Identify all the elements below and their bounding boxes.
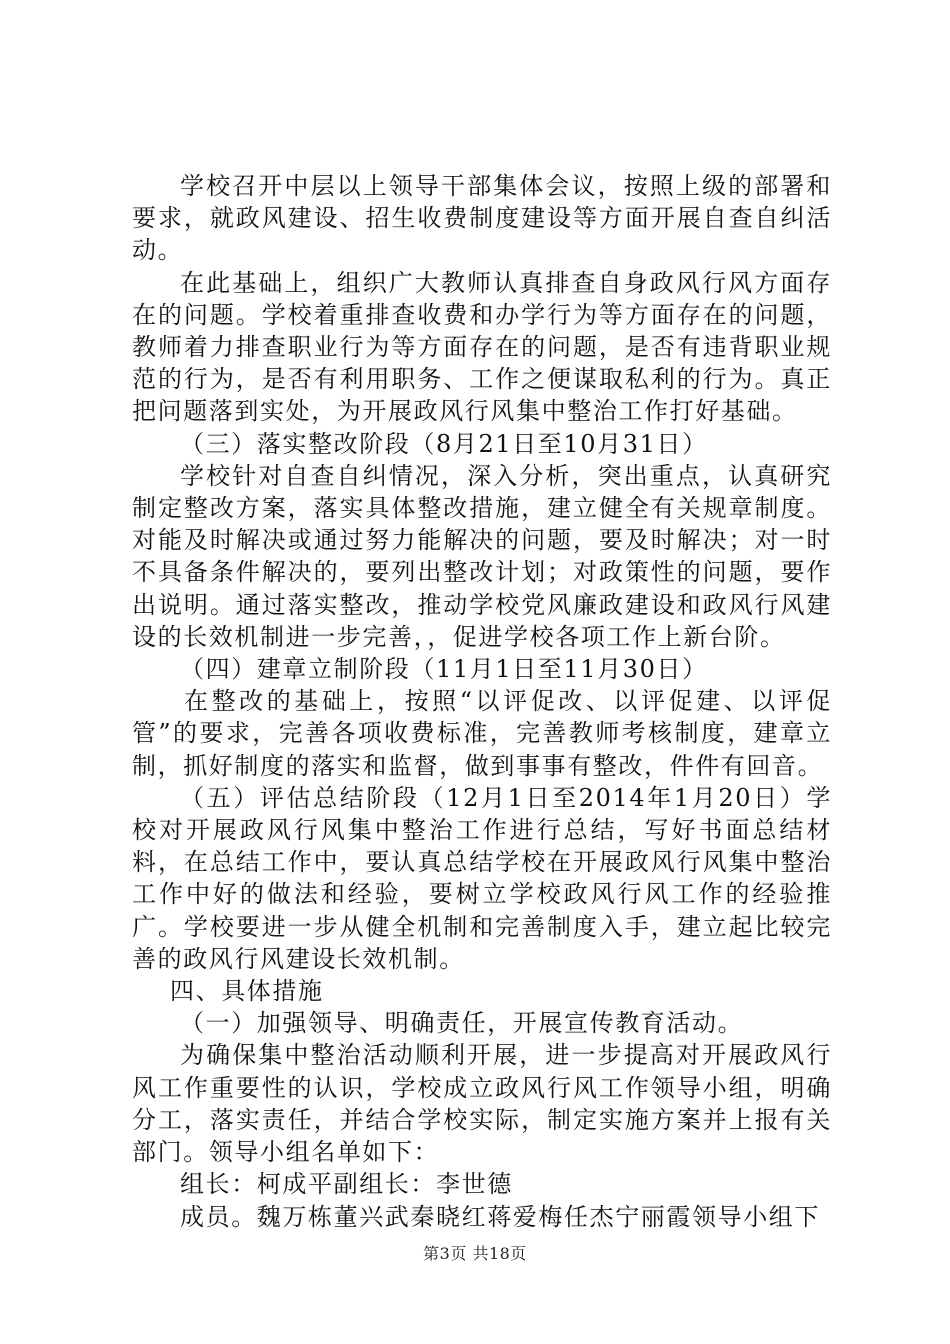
paragraph-leading-group: 为确保集中整治活动顺利开展，进一步提高对开展政风行风工作重要性的认识，学校成立政风行风工作领导小组，明确分工，落实责任，并结合学校实际，制定实施方案并上报有关部门。领导小组名单如下： <box>132 1041 832 1167</box>
page-number-footer: 第3页 共18页 <box>423 1244 527 1263</box>
paragraph-group-leaders: 组长：柯成平副组长：李世德 <box>180 1170 513 1199</box>
paragraph-rectification: 学校针对自查自纠情况，深入分析，突出重点，认真研究制定整改方案，落实具体整改措施，建立健全有关规章制度。对能及时解决或通过努力能解决的问题，要及时解决；对一时不具备条件解决的，要列出整改计划；对政策性的问题，要作出说明。通过落实整改，推动学校党风廉政建设和政风行风建设的长效机制进一步完善，，促进学校各项工作上新台阶。 <box>132 461 832 651</box>
heading-leadership-responsibility: （一）加强领导、明确责任，开展宣传教育活动。 <box>180 1009 744 1038</box>
heading-specific-measures: 四、具体措施 <box>170 977 324 1006</box>
heading-rectification-phase: （三）落实整改阶段（8月21日至10月31日） <box>180 429 708 458</box>
paragraph-evaluation-summary: （五）评估总结阶段（12月1日至2014年1月20日）学校对开展政风行风集中整治工作进行总结，写好书面总结材料，在总结工作中，要认真总结学校在开展政风行风集中整治工作中好的做法和经验，要树立学校政风行风工作的经验推广。学校要进一步从健全机制和完善制度入手，建立起比较完善的政风行风建设长效机制。 <box>132 783 832 973</box>
paragraph-group-members: 成员。魏万栋董兴武秦晓红蒋爱梅任杰宁丽霞领导小组下 <box>180 1202 820 1231</box>
paragraph-self-inspection-meeting: 学校召开中层以上领导干部集体会议，按照上级的部署和要求，就政风建设、招生收费制度建设等方面开展自查自纠活动。 <box>132 172 832 265</box>
paragraph-regulation: 在整改的基础上，按照“以评促改、以评促建、以评促管”的要求，完善各项收费标准，完善教师考核制度，建章立制，抓好制度的落实和监督，做到事事有整改，件件有回音。 <box>132 687 832 780</box>
body-text <box>132 170 832 1233</box>
heading-regulation-phase: （四）建章立制阶段（11月1日至11月30日） <box>180 655 708 684</box>
paragraph-teacher-inspection: 在此基础上，组织广大教师认真排查自身政风行风方面存在的问题。学校着重排查收费和办学行为等方面存在的问题，教师着力排查职业行为等方面存在的问题，是否有违背职业规范的行为，是否有利用职务、工作之便谋取私利的行为。真正把问题落到实处，为开展政风行风集中整治工作打好基础。 <box>132 268 832 426</box>
